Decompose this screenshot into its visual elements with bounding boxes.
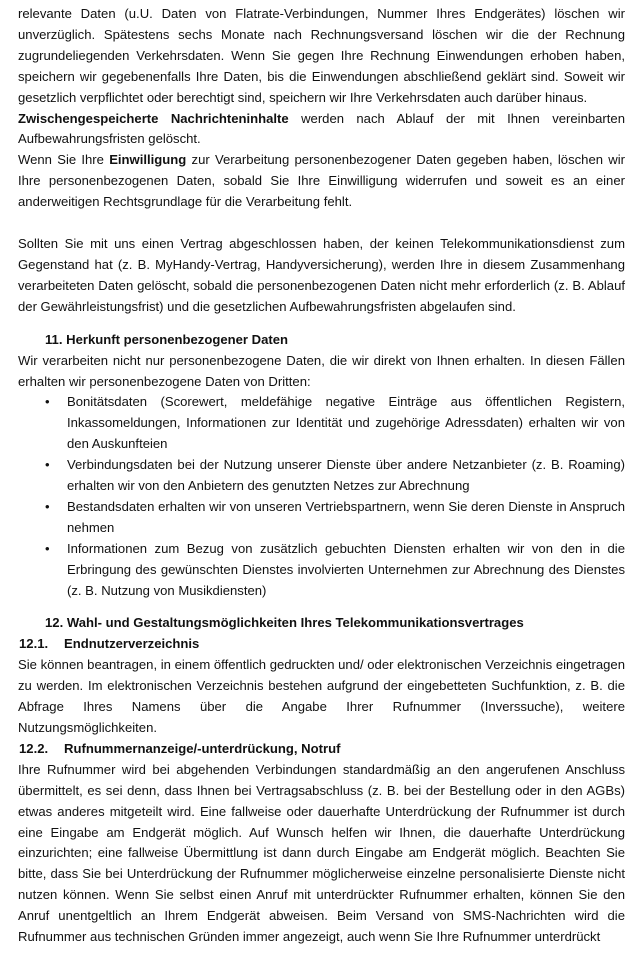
subsection-number: 12.1. (19, 636, 49, 652)
bullet-icon: • (45, 394, 50, 410)
spacer (18, 318, 625, 330)
third-party-sources-list (18, 392, 625, 601)
list-item (18, 539, 625, 602)
paragraph-consent (18, 150, 625, 213)
document-page (18, 4, 625, 948)
paragraph-text: zur Verarbeitung personenbezogener Daten gegeben haben, löschen wir Ihre personenbezogenen Daten, sobald Sie Ihre Einwilligung widerrufen und soweit es an einer anderweitigen Rechtsgrundlage für die Verarbeitung fehlt. (18, 152, 625, 210)
list-item-text: Verbindungsdaten bei der Nutzung unserer Dienste über andere Netzanbieter (z. B. Roaming) erhalten wir von den Anbietern des genutzten Netzes zur Abrechnung (67, 457, 625, 494)
list-item (18, 497, 625, 539)
paragraph-text: Wenn Sie Ihre (18, 152, 110, 168)
bullet-icon: • (45, 540, 50, 556)
section-heading-11: 11. Herkunft personenbezogener Daten (45, 331, 289, 347)
section-11-intro: Wir verarbeiten nicht nur personenbezogene Daten, die wir direkt von Ihnen erhalten. In diesen Fällen erhalten wir personenbezogene Daten von Dritten: (18, 352, 625, 389)
paragraph-non-telecom-contract: Sollten Sie mit uns einen Vertrag abgeschlossen haben, der keinen Telekommunikationsdienst zum Gegenstand hat (z. B. MyHandy-Vertrag, Handyversicherung), werden Ihre in diesem Zusammenhang verarbeiteten Daten gelöscht, sobald die personenbezogenen Daten nicht mehr erforderlich (z. B. Ablauf der Gewährleistungsfrist) und die gesetzlichen Aufbewahrungsfristen abgelaufen sind. (18, 236, 625, 314)
paragraph-retention-deletion: relevante Daten (u.U. Daten von Flatrate-Verbindungen, Nummer Ihres Endgerätes) löschen wir unverzüglich. Spätestens sechs Monate nach Rechnungsversand löschen wir die der Rechnung zugrundeliegenden Verkehrsdaten. Wenn Sie gegen Ihre Rechnung Einwendungen erhoben haben, speichern wir gegebenenfalls Ihre Daten, bis die Einwendungen abschließend geklärt sind. Soweit wir gesetzlich verpflichtet oder berechtigt sind, speichern wir Ihre Verkehrsdaten auch darüber hinaus. (18, 6, 625, 105)
subsection-title: Rufnummernanzeige/-unterdrückung, Notruf (64, 740, 341, 756)
subsection-12-1-text: Sie können beantragen, in einem öffentlich gedruckten und/ oder elektronischen Verzeichnis eingetragen zu werden. Im elektronischen Verzeichnis bestehen aufgrund der eingebetteten Suchfunktion, z. B. die Abfrage Ihres Namens über die Angabe Ihrer Rufnummer (Inverssuche), weitere Nutzungsmöglichkeiten. (18, 657, 625, 735)
bold-term-consent: Einwilligung (109, 152, 187, 168)
subsection-title: Endnutzerverzeichnis (64, 636, 200, 652)
subsection-12-2-text: Ihre Rufnummer wird bei abgehenden Verbindungen standardmäßig an den angerufenen Anschluss übermittelt, es sei denn, dass Ihnen bei Vertragsabschluss (z. B. bei der Bestellung oder in den AGBs) etwas anderes mitgeteilt wird. Eine fallweise oder dauerhafte Unterdrückung der Rufnummer ist durch eine Eingabe am Endgerät möglich. Auf Wunsch helfen wir Ihnen, die dauerhafte Unterdrückung einzurichten; eine fallweise Übermittlung ist dann durch Eingabe am Endgerät möglich. Beachten Sie bitte, dass Sie bei Unterdrückung der Rufnummer möglicherweise einzelne personalisierte Dienste nicht nutzen können. Wenn Sie selbst einen Anruf mit unterdrückter Rufnummer erhalten, können Sie den Anruf unentgeltlich an Ihrem Endgerät abweisen. Beim Versand von SMS-Nachrichten wird die Rufnummer aus technischen Gründen immer angezeigt, auch wenn Sie Ihre Rufnummer unterdrückt (18, 761, 625, 945)
list-item-text: Bestandsdaten erhalten wir von unseren Vertriebspartnern, wenn Sie deren Dienste in Anspruch nehmen (67, 498, 625, 535)
list-item (18, 392, 625, 455)
subsection-heading-12-1 (18, 634, 625, 655)
bold-term-cached-messages: Zwischengespeicherte Nachrichteninhalte (18, 110, 289, 126)
subsection-heading-12-2 (18, 739, 625, 760)
spacer (18, 601, 625, 613)
list-item-text: Informationen zum Bezug von zusätzlich gebuchten Diensten erhalten wir von den in die Erbringung des gewünschten Dienstes involvierten Unternehmen zur Abrechnung des Dienstes (z. B. Nutzung von Musikdiensten) (67, 540, 625, 598)
list-item (18, 455, 625, 497)
subsection-number: 12.2. (19, 740, 49, 756)
bullet-icon: • (45, 457, 50, 473)
section-heading-12: 12. Wahl- und Gestaltungsmöglichkeiten Ihres Telekommunikationsvertrages (45, 615, 524, 631)
paragraph-cached-messages (18, 109, 625, 151)
spacer (18, 213, 625, 234)
bullet-icon: • (45, 498, 50, 514)
list-item-text: Bonitätsdaten (Scorewert, meldefähige negative Einträge aus öffentlichen Registern, Inkassomeldungen, Informationen zur Identität und zugehörige Adressdaten) erhalten wir von den Auskunfteien (67, 394, 625, 452)
paragraph-text: werden nach Ablauf der mit Ihnen vereinbarten Aufbewahrungsfristen gelöscht. (18, 110, 625, 147)
